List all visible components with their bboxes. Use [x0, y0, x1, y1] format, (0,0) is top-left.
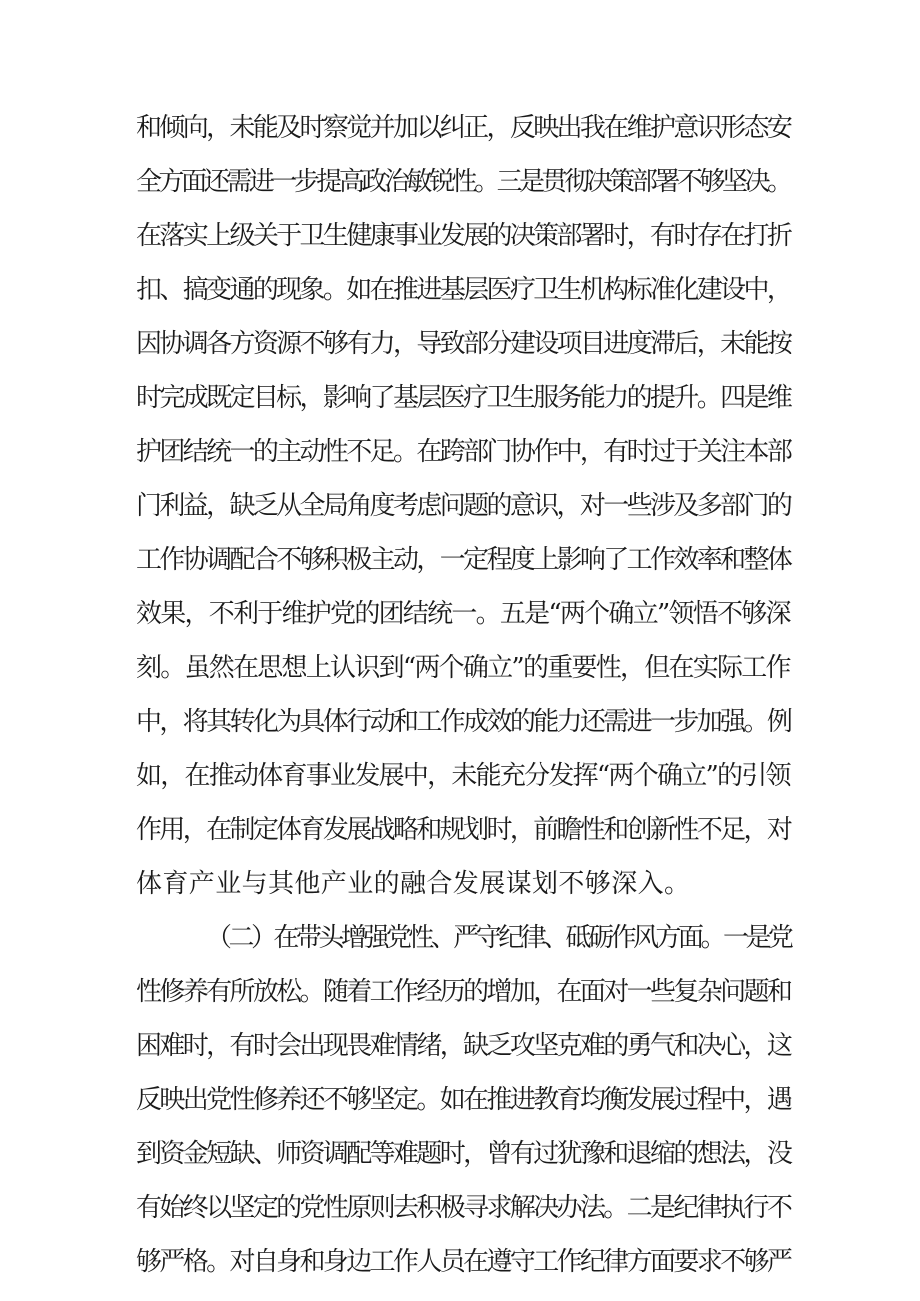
text-line: 护团结统一的主动性不足。在跨部门协作中，有时过于关注本部	[136, 437, 791, 467]
text-line: 刻。虽然在思想上认识到“两个确立”的重要性，但在实际工作	[136, 653, 790, 683]
text-line: 和倾向，未能及时察觉并加以纠正，反映出我在维护意识形态安	[136, 113, 791, 143]
text-line: 困难时，有时会出现畏难情绪，缺乏攻坚克难的勇气和决心，这	[136, 1031, 791, 1061]
text-line: 体育产业与其他产业的融合发展谋划不够深入。	[136, 869, 691, 899]
text-line: 作用，在制定体育发展战略和规划时，前瞻性和创新性不足，对	[136, 815, 791, 845]
text-line: 时完成既定目标，影响了基层医疗卫生服务能力的提升。四是维	[136, 383, 791, 413]
text-line: 效果，不利于维护党的团结统一。五是“两个确立”领悟不够深	[136, 599, 790, 629]
text-line: 中，将其转化为具体行动和工作成效的能力还需进一步加强。例	[136, 707, 791, 737]
text-line: 在落实上级关于卫生健康事业发展的决策部署时，有时存在打折	[136, 221, 791, 251]
text-line: 因协调各方资源不够有力，导致部分建设项目进度滞后，未能按	[136, 329, 791, 359]
text-line: 有始终以坚定的党性原则去积极寻求解决办法。二是纪律执行不	[136, 1193, 791, 1223]
text-line: 性修养有所放松。随着工作经历的增加，在面对一些复杂问题和	[136, 977, 791, 1007]
text-line: 如，在推动体育事业发展中，未能充分发挥“两个确立”的引领	[136, 761, 790, 791]
section-heading-line: （二）在带头增强党性、严守纪律、砥砺作风方面。一是党	[206, 923, 791, 953]
text-line: 扣、搞变通的现象。如在推进基层医疗卫生机构标准化建设中，	[136, 275, 791, 305]
text-line: 反映出党性修养还不够坚定。如在推进教育均衡发展过程中，遇	[136, 1085, 791, 1115]
text-line: 工作协调配合不够积极主动，一定程度上影响了工作效率和整体	[136, 545, 791, 575]
text-line: 门利益，缺乏从全局角度考虑问题的意识，对一些涉及多部门的	[136, 491, 791, 521]
text-line: 全方面还需进一步提高政治敏锐性。三是贯彻决策部署不够坚决。	[136, 167, 790, 197]
text-line: 够严格。对自身和身边工作人员在遵守工作纪律方面要求不够严	[136, 1247, 791, 1277]
text-line: 到资金短缺、师资调配等难题时，曾有过犹豫和退缩的想法，没	[136, 1139, 791, 1169]
